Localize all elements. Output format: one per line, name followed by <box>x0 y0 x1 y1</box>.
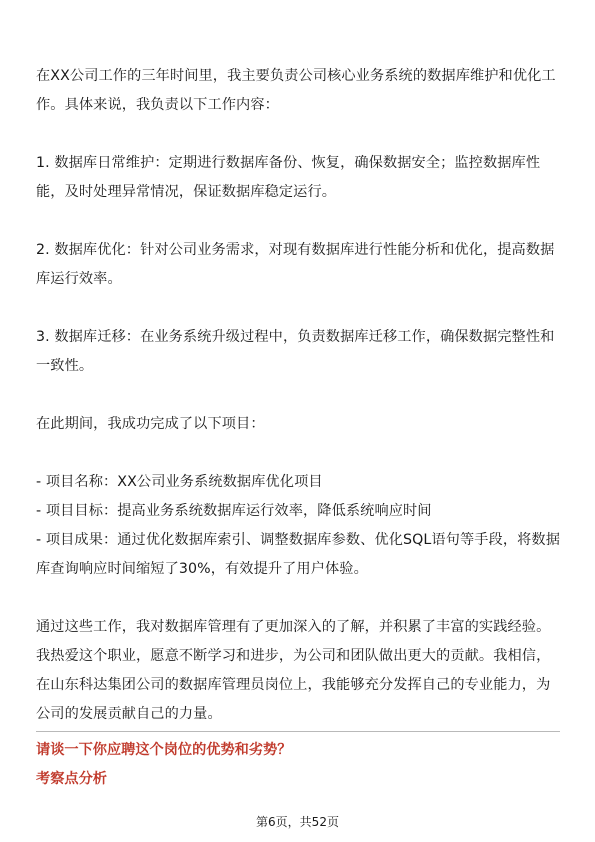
spacer <box>36 294 560 323</box>
question-heading: 请谈一下你应聘这个岗位的优势和劣势？ <box>36 742 292 758</box>
spacer <box>36 439 560 468</box>
spacer <box>36 207 560 236</box>
duty-item-3: 3. 数据库迁移：在业务系统升级过程中，负责数据库迁移工作，确保数据完整性和一致性。 <box>36 329 555 374</box>
spacer <box>36 381 560 410</box>
project-goal-item: - 项目目标：提高业务系统数据库运行效率，降低系统响应时间 <box>36 503 432 519</box>
intro-paragraph: 在XX公司工作的三年时间里，我主要负责公司核心业务系统的数据库维护和优化工作。具体来说，我负责以下工作内容： <box>36 68 556 113</box>
projects-intro: 在此期间，我成功完成了以下项目： <box>36 416 265 432</box>
conclusion-paragraph: 通过这些工作，我对数据库管理有了更加深入的了解，并积累了丰富的实践经验。我热爱这个职业，愿意不断学习和进步，为公司和团队做出更大的贡献。我相信，在山东科达集团公司的数据库管理员岗位上，我能够充分发挥自己的专业能力，为公司的发展贡献自己的力量。 <box>36 619 551 722</box>
section-divider <box>36 731 560 732</box>
analysis-label: 考察点分析 <box>36 771 107 787</box>
spacer <box>36 120 560 149</box>
project-result-item: - 项目成果：通过优化数据库索引、调整数据库参数、优化SQL语句等手段，将数据库查询响应时间缩短了30%，有效提升了用户体验。 <box>36 532 560 577</box>
spacer <box>36 584 560 613</box>
answer-body <box>36 62 560 729</box>
project-name-item: - 项目名称：XX公司业务系统数据库优化项目 <box>36 474 323 490</box>
duty-item-2: 2. 数据库优化：针对公司业务需求，对现有数据库进行性能分析和优化，提高数据库运行效率。 <box>36 242 555 287</box>
page-number: 第6页，共52页 <box>256 815 339 829</box>
duty-item-1: 1. 数据库日常维护：定期进行数据库备份、恢复，确保数据安全；监控数据库性能，及时处理异常情况，保证数据库稳定运行。 <box>36 155 541 200</box>
